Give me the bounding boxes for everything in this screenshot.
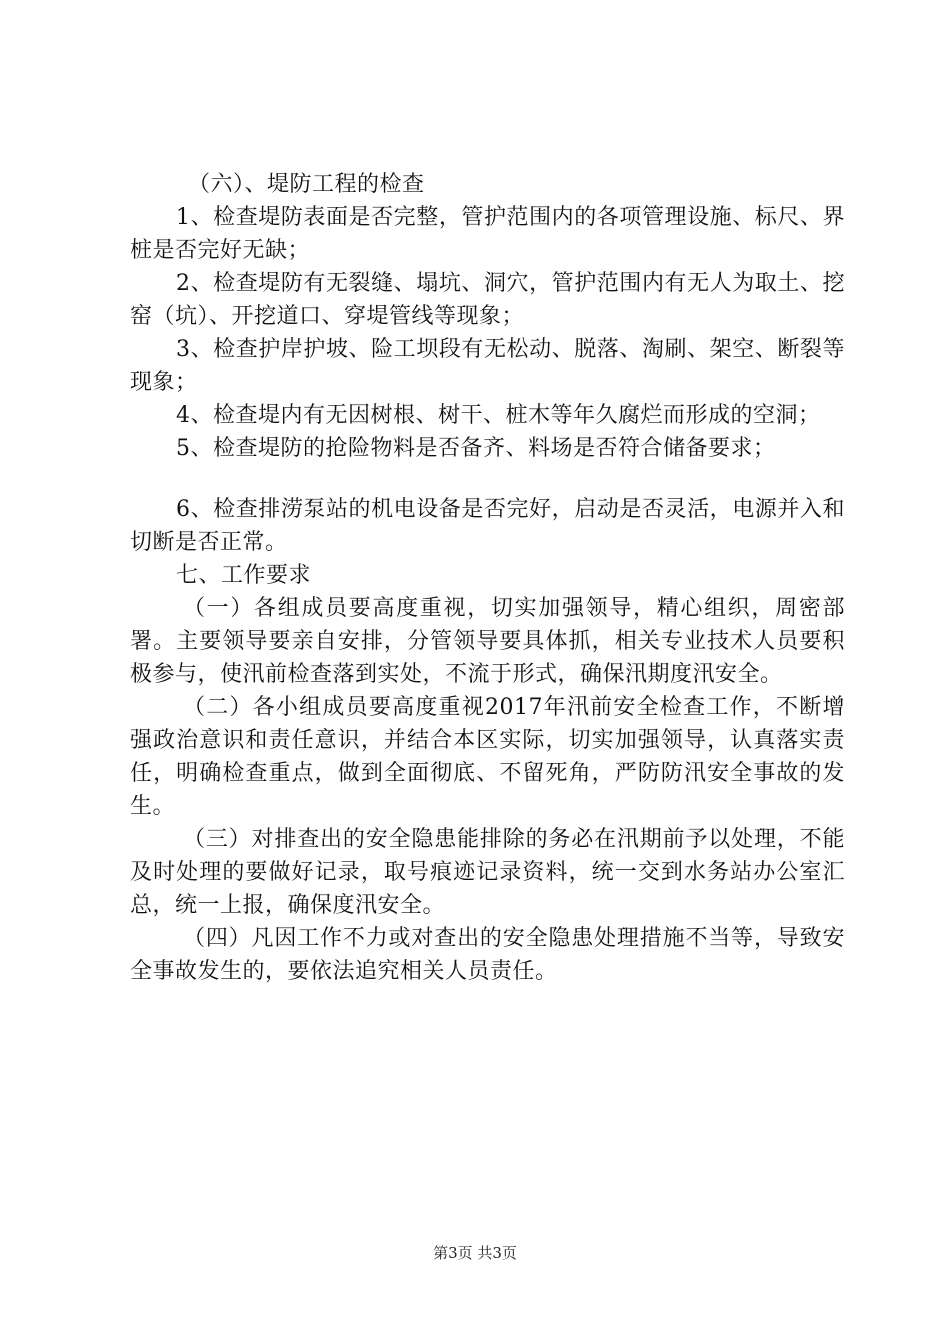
page-footer: 第3页 共3页 (433, 1244, 517, 1262)
paragraph-item-5: 5、检查堤防的抢险物料是否备齐、料场是否符合储备要求； (176, 436, 776, 461)
requirement-3: （三）对排查出的安全隐患能排除的务必在汛期前予以处理，不能及时处理的要做好记录，取号痕迹记录资料，统一交到水务站办公室汇总，统一上报，确保度汛安全。 (130, 827, 845, 918)
paragraph-item-3: 3、检查护岸护坡、险工坝段有无松动、脱落、淘刷、架空、断裂等现象； (130, 337, 845, 395)
document-body (130, 168, 845, 988)
paragraph-item-4: 4、检查堤内有无因树根、树干、桩木等年久腐烂而形成的空洞； (176, 403, 821, 428)
paragraph-item-2: 2、检查堤防有无裂缝、塌坑、洞穴，管护范围内有无人为取土、挖窑（坑）、开挖道口、穿堤管线等现象； (130, 271, 845, 329)
paragraph-item-1: 1、检查堤防表面是否完整，管护范围内的各项管理设施、标尺、界桩是否完好无缺； (130, 205, 845, 263)
requirement-4: （四）凡因工作不力或对查出的安全隐患处理措施不当等，导致安全事故发生的，要依法追究相关人员责任。 (130, 926, 845, 984)
section-heading-6: （六）、堤防工程的检查 (188, 172, 425, 197)
section-heading-7: 七、工作要求 (176, 563, 312, 588)
requirement-2: （二）各小组成员要高度重视2017年汛前安全检查工作，不断增强政治意识和责任意识，并结合本区实际，切实加强领导，认真落实责任，明确检查重点，做到全面彻底、不留死角，严防防汛安全事故的发生。 (130, 695, 845, 819)
requirement-1: （一）各组成员要高度重视，切实加强领导，精心组织，周密部署。主要领导要亲自安排，分管领导要具体抓，相关专业技术人员要积极参与，使汛前检查落到实处，不流于形式，确保汛期度汛安全。 (130, 596, 845, 687)
paragraph-item-6: 6、检查排涝泵站的机电设备是否完好，启动是否灵活，电源并入和切断是否正常。 (130, 497, 845, 555)
paragraph-gap (130, 465, 845, 493)
